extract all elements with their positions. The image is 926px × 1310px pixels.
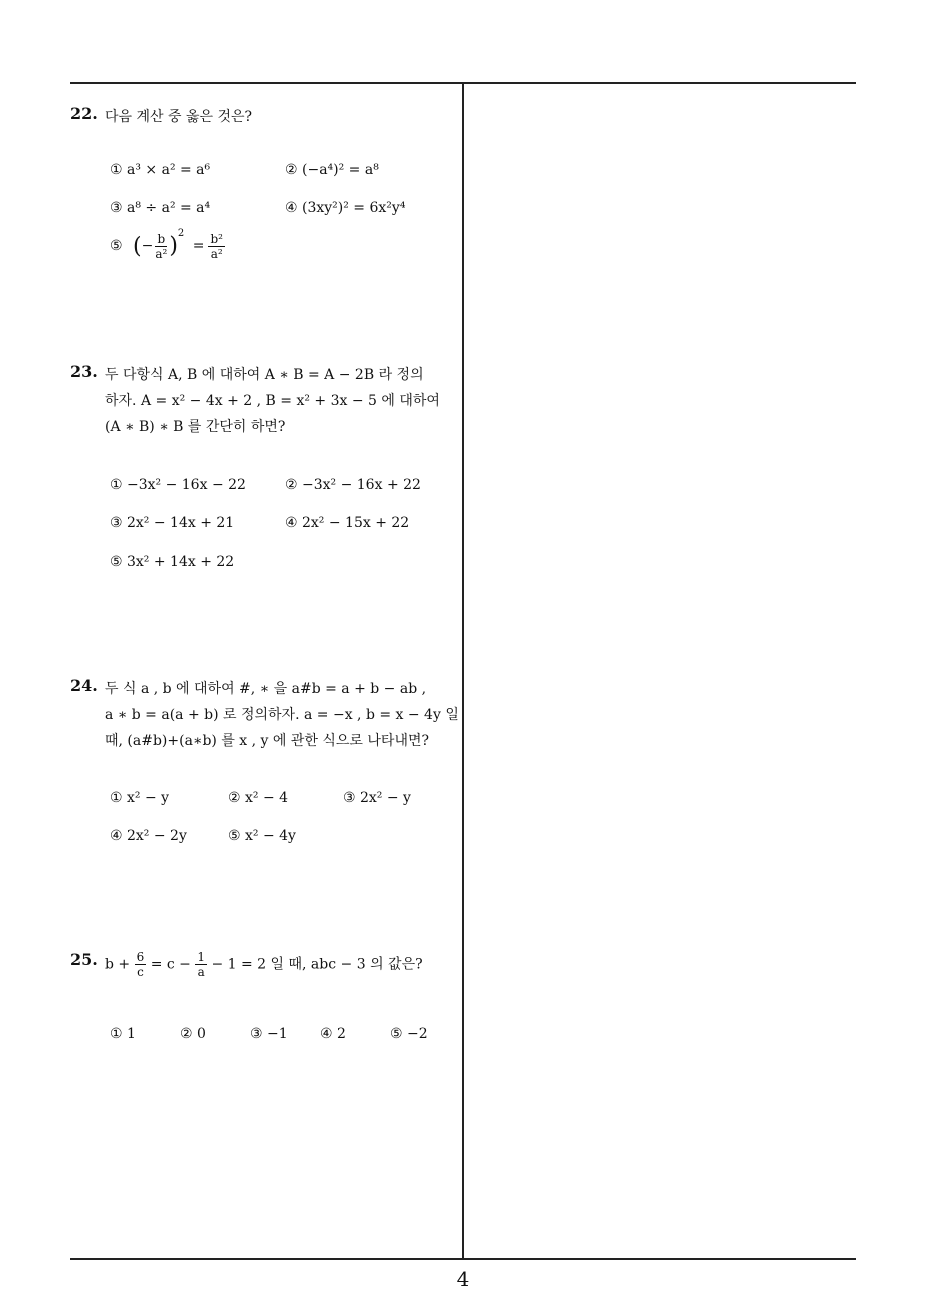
question-number: 23. xyxy=(70,362,98,381)
choice-5[interactable]: ⑤ x² − 4y xyxy=(228,828,296,844)
choice-2[interactable]: ② (−a⁴)² = a⁸ xyxy=(285,162,379,178)
question-number: 25. xyxy=(70,950,98,969)
choice-4[interactable]: ④ 2x² − 15x + 22 xyxy=(285,515,410,531)
choice-5[interactable]: ⑤ −2 xyxy=(390,1026,428,1042)
choice-5-marker: ⑤ xyxy=(110,238,123,254)
choice-5[interactable]: ⑤ 3x² + 14x + 22 xyxy=(110,554,235,570)
choice-2[interactable]: ② x² − 4 xyxy=(228,790,289,806)
question-24 xyxy=(70,676,460,754)
question-text: b + $\frac{6}{c}$ = c − $\frac{1}{a}$ − 1 = 2 일 때, abc − 3 의 값은? xyxy=(105,950,423,979)
question-22 xyxy=(70,104,460,130)
choice-3[interactable]: ③ −1 xyxy=(250,1026,288,1042)
choice-3[interactable]: ③ 2x² − y xyxy=(343,790,411,806)
question-text-line: 두 다항식 A, B 에 대하여 A ∗ B = A − 2B 라 정의 xyxy=(105,367,424,383)
fraction: $\frac{\text{b²}}{\text{a²}}$ xyxy=(210,231,223,261)
page-number: 4 xyxy=(456,1267,470,1291)
choice-4[interactable]: ④ (3xy²)² = 6x²y⁴ xyxy=(285,200,406,216)
question-number: 22. xyxy=(70,104,98,123)
question-23 xyxy=(70,362,460,440)
choice-2[interactable]: ② 0 xyxy=(180,1026,206,1042)
fraction: $\frac{1}{a}$ xyxy=(197,950,205,979)
question-text-line: a ∗ b = a(a + b) 로 정의하자. a = −x , b = x − 4y 일 xyxy=(105,707,459,723)
question-number: 24. xyxy=(70,676,98,695)
fraction: $\frac{b}{\text{a²}}$ xyxy=(155,231,168,261)
question-text-line: (A ∗ B) ∗ B 를 간단히 하면? xyxy=(105,419,286,435)
question-text: 다음 계산 중 옳은 것은? xyxy=(105,109,253,125)
choice-4[interactable]: ④ 2 xyxy=(320,1026,346,1042)
fraction: $\frac{6}{c}$ xyxy=(136,950,145,979)
column-divider xyxy=(462,82,464,1259)
choice-3[interactable]: ③ 2x² − 14x + 21 xyxy=(110,515,235,531)
question-25 xyxy=(70,950,460,979)
choice-1[interactable]: ① 1 xyxy=(110,1026,136,1042)
choice-3[interactable]: ③ a⁸ ÷ a² = a⁴ xyxy=(110,200,211,216)
choice-1[interactable]: ① a³ × a² = a⁶ xyxy=(110,162,211,178)
choice-5[interactable]: ⑤ (− $\frac{b}{\text{a²}}$ )$^2$ = $\frac{\text{b²}}{\text{a²}}$ xyxy=(110,228,223,261)
question-text-line: 두 식 a , b 에 대하여 #, ∗ 을 a#b = a + b − ab , xyxy=(105,681,427,697)
choice-1[interactable]: ① x² − y xyxy=(110,790,170,806)
choice-2[interactable]: ② −3x² − 16x + 22 xyxy=(285,477,421,493)
choice-4[interactable]: ④ 2x² − 2y xyxy=(110,828,187,844)
choice-1[interactable]: ① −3x² − 16x − 22 xyxy=(110,477,246,493)
question-text-line: 하자. A = x² − 4x + 2 , B = x² + 3x − 5 에 대하여 xyxy=(105,393,440,409)
question-text-line: 때, (a#b)+(a∗b) 를 x , y 에 관한 식으로 나타내면? xyxy=(105,733,429,749)
bottom-rule xyxy=(70,1258,856,1260)
